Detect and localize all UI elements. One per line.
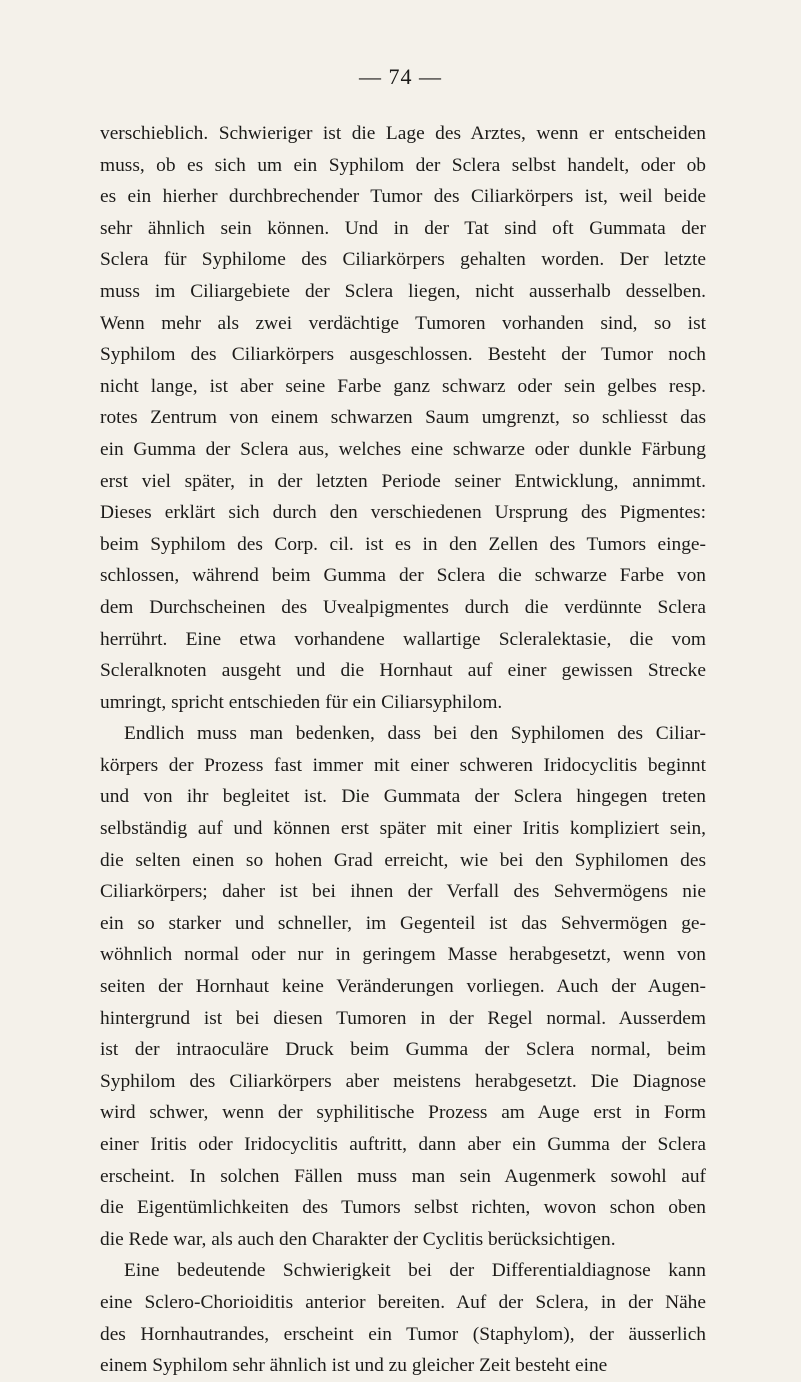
text-line: Ciliarkörpers; daher ist bei ihnen der Verfall des Sehvermögens nie	[100, 881, 706, 903]
text-line: einer Iritis oder Iridocyclitis auftritt, dann aber ein Gumma der Sclera	[100, 1134, 706, 1155]
text-line: körpers der Prozess fast immer mit einer schweren Iridocyclitis beginnt	[100, 754, 706, 776]
text-line: erst viel später, in der letzten Periode seiner Entwicklung, annimmt.	[100, 470, 706, 492]
text-line: seiten der Hornhaut keine Veränderungen vorliegen. Auch der Augen-	[100, 976, 706, 998]
text-line: nicht lange, ist aber seine Farbe ganz schwarz oder sein gelbes resp.	[100, 375, 706, 397]
text-line: Scleralknoten ausgeht und die Hornhaut auf einer gewissen Strecke	[100, 660, 706, 682]
text-line: und von ihr begleitet ist. Die Gummata der Sclera hingegen treten	[100, 786, 706, 808]
text-line: Eine bedeutende Schwierigkeit bei der Differentialdiagnose kann	[124, 1260, 706, 1282]
text-line: dem Durchscheinen des Uvealpigmentes durch die verdünnte Sclera	[100, 596, 706, 618]
text-line: Syphilom des Ciliarkörpers ausgeschlossen. Besteht der Tumor noch	[100, 344, 706, 366]
text-line: Wenn mehr als zwei verdächtige Tumoren vorhanden sind, so ist	[100, 312, 706, 334]
text-line: ein Gumma der Sclera aus, welches eine schwarze oder dunkle Färbung	[100, 438, 706, 460]
text-line: rotes Zentrum von einem schwarzen Saum umgrenzt, so schliesst das	[100, 407, 706, 429]
text-line: Endlich muss man bedenken, dass bei den Syphilomen des Ciliar-	[124, 723, 706, 745]
text-line: verschieblich. Schwieriger ist die Lage des Arztes, wenn er entscheiden	[100, 123, 706, 144]
text-line: es ein hierher durchbrechender Tumor des Ciliarkörpers ist, weil beide	[100, 186, 706, 208]
text-line: herrührt. Eine etwa vorhandene wallartige Scleralektasie, die vom	[100, 628, 706, 650]
text-line: Syphilom des Ciliarkörpers aber meistens herabgesetzt. Die Diagnose	[100, 1070, 706, 1092]
text-line: beim Syphilom des Corp. cil. ist es in den Zellen des Tumors einge-	[100, 533, 706, 555]
text-line: eine Sclero-Chorioiditis anterior bereiten. Auf der Sclera, in der Nähe	[100, 1291, 706, 1313]
text-line: ein so starker und schneller, im Gegenteil ist das Sehvermögen ge-	[100, 912, 706, 934]
text-line: erscheint. In solchen Fällen muss man sein Augenmerk sowohl auf	[100, 1165, 706, 1187]
text-line: Dieses erklärt sich durch den verschiedenen Ursprung des Pigmentes:	[100, 502, 706, 524]
text-line: die Rede war, als auch den Charakter der Cyclitis berücksichtigen.	[100, 1228, 616, 1250]
body-text	[100, 118, 706, 1382]
paragraph	[100, 718, 706, 1255]
text-line: wird schwer, wenn der syphilitische Prozess am Auge erst in Form	[100, 1102, 706, 1124]
paragraph	[100, 1255, 706, 1381]
text-line: sehr ähnlich sein können. Und in der Tat sind oft Gummata der	[100, 217, 706, 239]
paragraph	[100, 118, 706, 718]
text-line: Sclera für Syphilome des Ciliarkörpers gehalten worden. Der letzte	[100, 249, 706, 271]
text-line: selbständig auf und können erst später mit einer Iritis kompliziert sein,	[100, 818, 706, 840]
text-line: muss, ob es sich um ein Syphilom der Sclera selbst handelt, oder ob	[100, 154, 706, 176]
text-line: einem Syphilom sehr ähnlich ist und zu gleicher Zeit besteht eine	[100, 1355, 608, 1377]
text-line: ist der intraoculäre Druck beim Gumma der Sclera normal, beim	[100, 1039, 706, 1061]
text-line: die Eigentümlichkeiten des Tumors selbst richten, wovon schon oben	[100, 1197, 706, 1219]
text-line: des Hornhautrandes, erscheint ein Tumor (Staphylom), der äusserlich	[100, 1323, 706, 1345]
text-line: muss im Ciliargebiete der Sclera liegen, nicht ausserhalb desselben.	[100, 280, 706, 302]
text-line: die selten einen so hohen Grad erreicht, wie bei den Syphilomen des	[100, 849, 706, 871]
text-line: schlossen, während beim Gumma der Sclera die schwarze Farbe von	[100, 565, 706, 587]
page-number: — 74 —	[359, 64, 442, 89]
text-line: umringt, spricht entschieden für ein Ciliarsyphilom.	[100, 691, 503, 713]
text-line: hintergrund ist bei diesen Tumoren in der Regel normal. Ausserdem	[100, 1007, 706, 1029]
text-line: wöhnlich normal oder nur in geringem Masse herabgesetzt, wenn von	[100, 944, 706, 966]
